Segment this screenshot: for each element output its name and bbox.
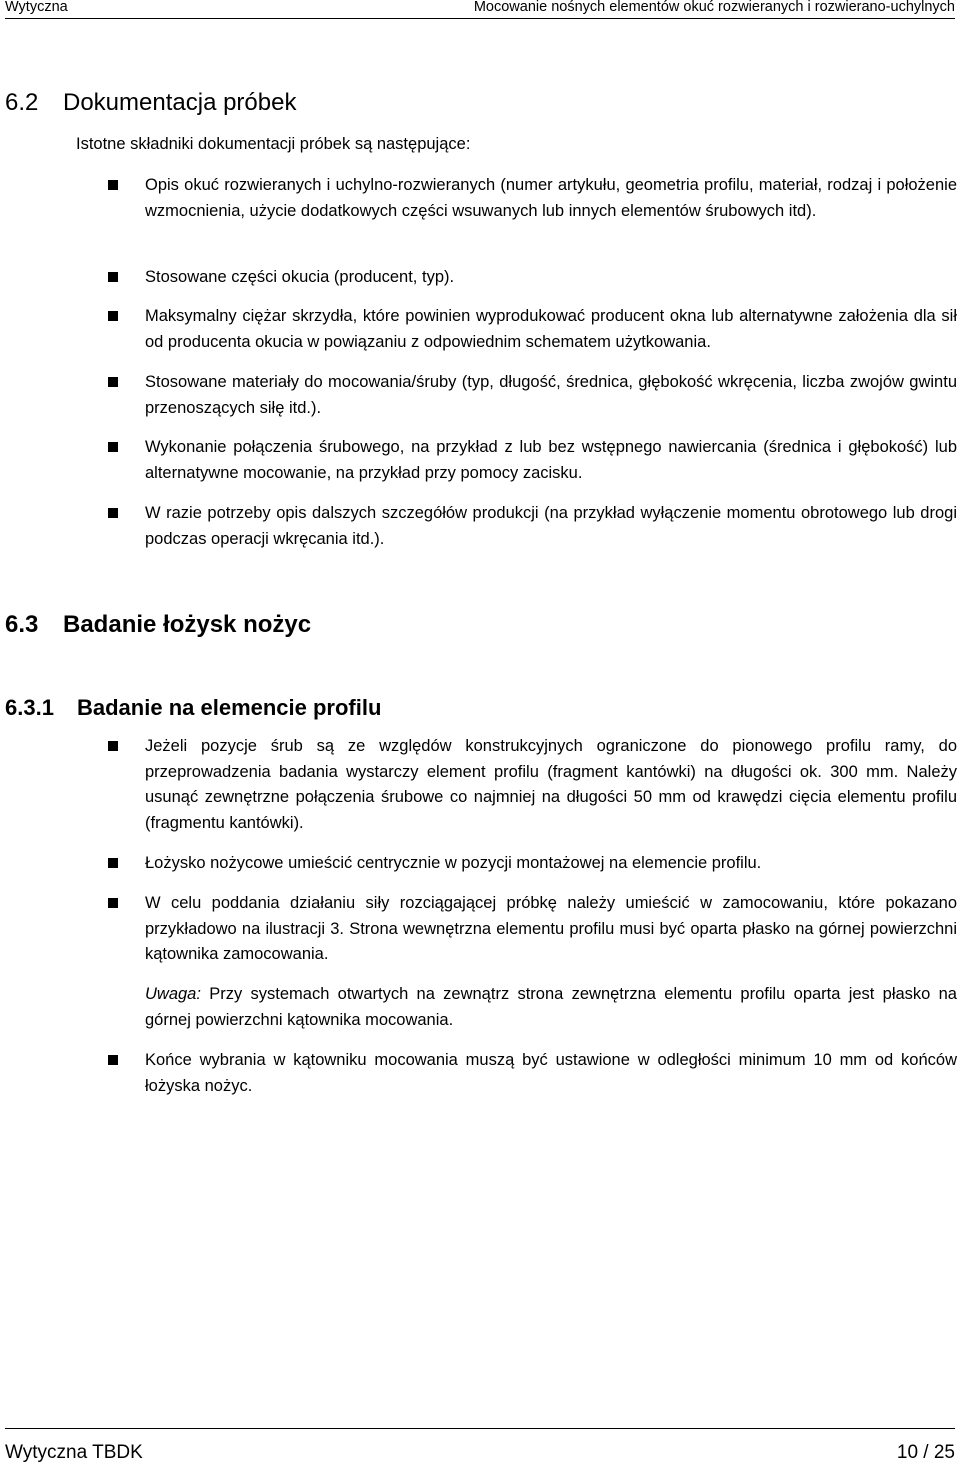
bullet-icon <box>108 180 118 190</box>
note-paragraph <box>145 982 957 1033</box>
section-6-3-1-heading <box>5 694 381 722</box>
bullet-icon <box>108 377 118 387</box>
bullet-icon <box>108 442 118 452</box>
list-item <box>145 851 957 877</box>
list-item-text: Wykonanie połączenia śrubowego, na przykład z lub bez wstępnego nawiercania (średnica i głębokość) lub alternatywne mocowanie, na przykład przy pomocy zacisku. <box>145 438 957 482</box>
list-item-text: Jeżeli pozycje śrub są ze względów konstrukcyjnych ograniczone do pionowego profilu ramy, do przeprowadzenia badania wystarczy element profilu (fragment kantówki) na długości ok. 300 mm. Należy usunąć zewnętrzne połączenia śrubowe co najmniej na długości 50 mm od krawędzi cięcia elementu profilu (fragmentu kantówki). <box>145 737 957 832</box>
page-number: 10 / 25 <box>896 1442 955 1463</box>
note-text: Przy systemach otwartych na zewnątrz strona zewnętrzna elementu profilu oparta jest płasko na górnej powierzchni kątownika mocowania. <box>145 985 957 1029</box>
section-6-2-number: 6.2 <box>5 89 39 116</box>
header-left-text: Wytyczna <box>5 0 68 15</box>
section-6-2-heading <box>5 89 296 117</box>
bullet-icon <box>108 272 118 282</box>
list-item-text: Końce wybrania w kątowniku mocowania muszą być ustawione w odległości minimum 10 mm od końców łożyska nożyc. <box>145 1051 957 1095</box>
page-header <box>5 0 955 19</box>
list-item <box>145 265 957 291</box>
list-item-text: Stosowane materiały do mocowania/śruby (typ, długość, średnica, głębokość wkręcenia, liczba zwojów gwintu przenoszących siłę itd.). <box>145 373 957 417</box>
bullet-icon <box>108 311 118 321</box>
list-item <box>145 304 957 355</box>
section-6-3-1-title: Badanie na elemencie profilu <box>77 695 382 720</box>
list-item <box>145 435 957 486</box>
section-6-3-1-number: 6.3.1 <box>5 695 54 720</box>
bullet-icon <box>108 508 118 518</box>
section-6-3-heading <box>5 611 311 639</box>
list-item <box>145 891 957 968</box>
list-item-text: W razie potrzeby opis dalszych szczegółów produkcji (na przykład wyłączenie momentu obrotowego lub drogi podczas operacji wkręcania itd.). <box>145 504 957 548</box>
bullet-icon <box>108 858 118 868</box>
list-item <box>145 734 957 836</box>
list-item-text: Maksymalny ciężar skrzydła, które powinien wyprodukować producent okna lub alternatywne założenia dla sił od producenta okucia w powiązaniu z odpowiednim schematem użytkowania. <box>145 307 957 351</box>
list-item <box>145 370 957 421</box>
section-6-2-intro: Istotne składniki dokumentacji próbek są następujące: <box>76 135 471 153</box>
list-item-text: Łożysko nożycowe umieścić centrycznie w pozycji montażowej na elemencie profilu. <box>145 854 762 872</box>
note-label: Uwaga: <box>145 985 201 1003</box>
section-6-3-number: 6.3 <box>5 611 39 638</box>
section-6-3-title: Badanie łożysk nożyc <box>63 611 312 638</box>
list-item <box>145 501 957 552</box>
bullet-icon <box>108 741 118 751</box>
header-right-text: Mocowanie nośnych elementów okuć rozwieranych i rozwierano-uchylnych <box>473 0 955 15</box>
list-item-text: Opis okuć rozwieranych i uchylno-rozwieranych (numer artykułu, geometria profilu, materiał, rodzaj i położenie wzmocnienia, użycie dodatkowych części wsuwanych lub innych elementów śrubowych itd). <box>145 176 957 220</box>
list-item-text: W celu poddania działaniu siły rozciągającej próbkę należy umieścić w zamocowaniu, które pokazano przykładowo na ilustracji 3. Strona wewnętrzna elementu profilu musi być oparta płasko na górnej powierzchni kątownika zamocowania. <box>145 894 957 963</box>
bullet-icon <box>108 898 118 908</box>
list-item-text: Stosowane części okucia (producent, typ). <box>145 268 455 286</box>
footer-left-text: Wytyczna TBDK <box>5 1442 143 1463</box>
list-item <box>145 1048 957 1099</box>
section-6-2-title: Dokumentacja próbek <box>63 89 297 116</box>
bullet-icon <box>108 1055 118 1065</box>
list-item <box>145 173 957 224</box>
page-footer <box>5 1428 955 1466</box>
